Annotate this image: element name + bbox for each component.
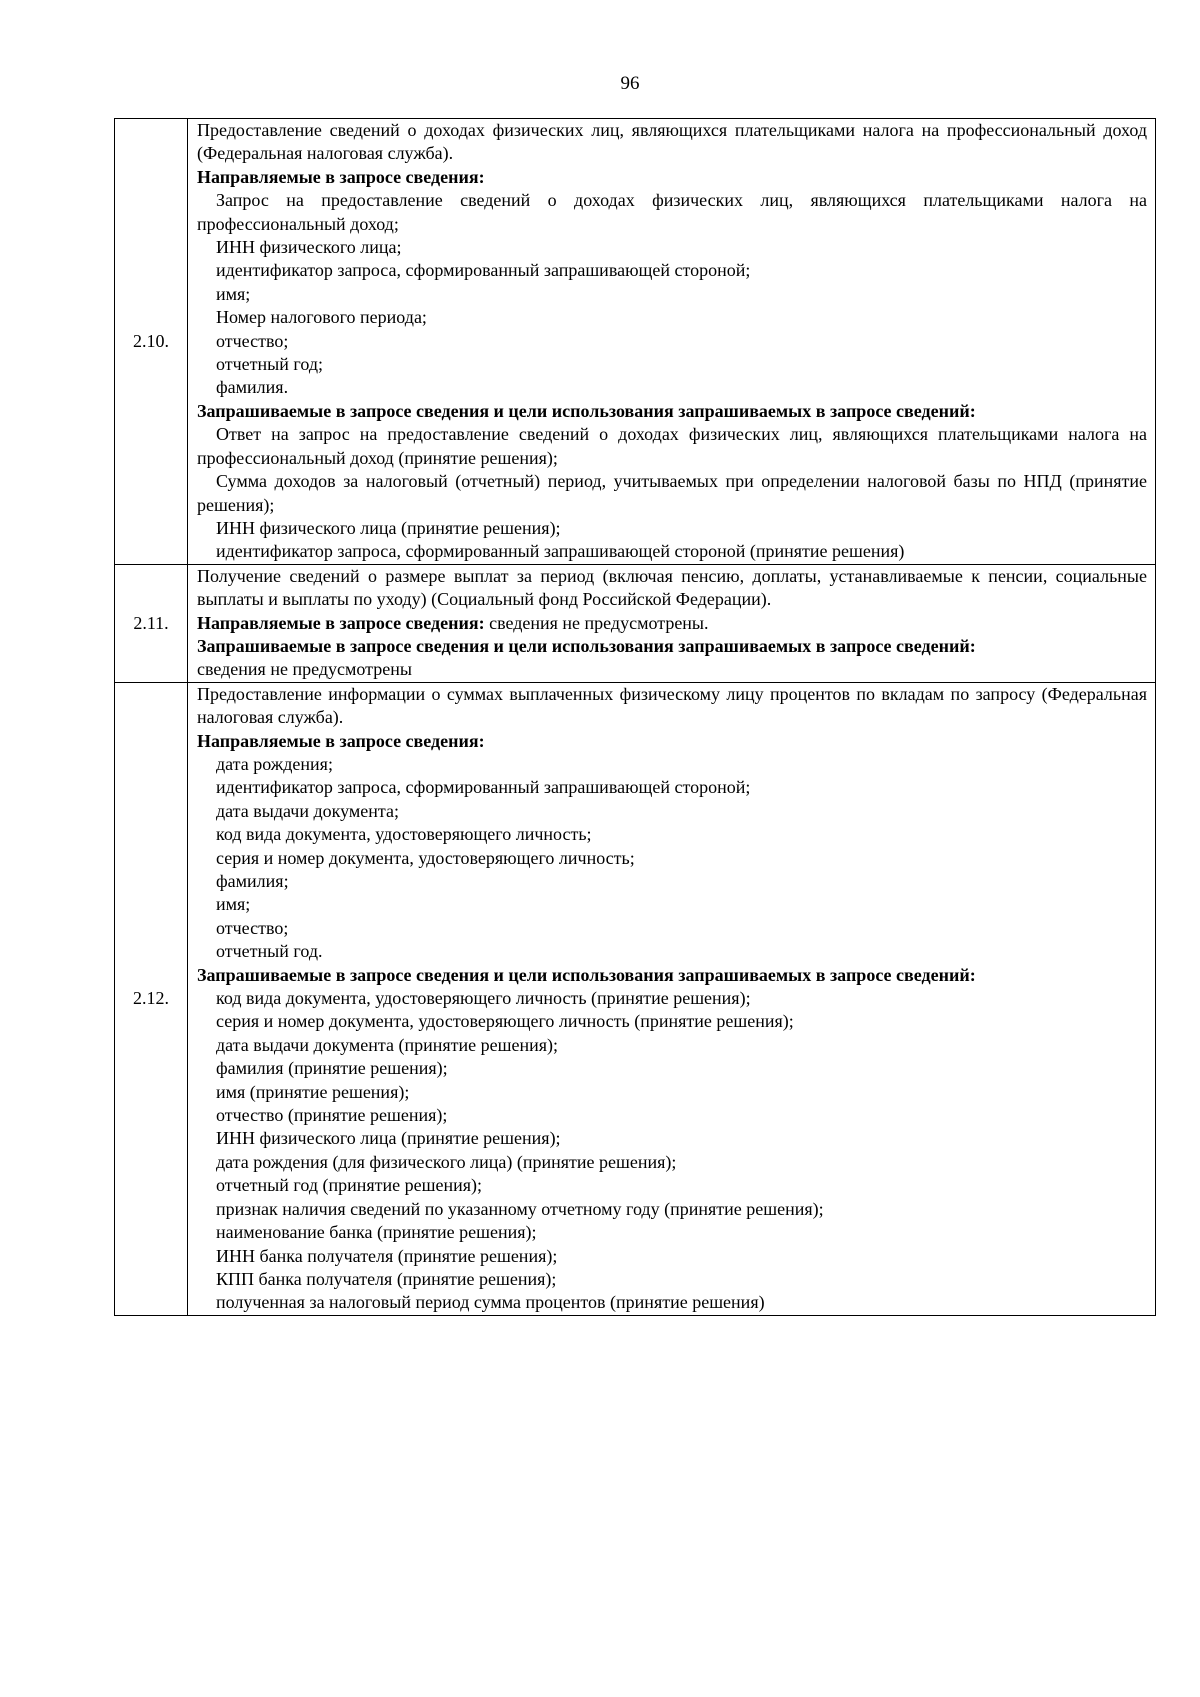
table-row [115, 564, 1156, 682]
services-table [114, 118, 1156, 1316]
row-content [188, 564, 1156, 682]
requested-item: ИНН физического лица (принятие решения); [216, 517, 561, 538]
row-number: 2.11. [115, 564, 188, 682]
page-number: 96 [620, 73, 640, 94]
sent-heading: Направляемые в запросе сведения: [197, 730, 485, 751]
sent-section [197, 612, 1147, 635]
service-title: Получение сведений о размере выплат за период (включая пенсию, доплаты, устанавливаемые к пенсии, социальные выплаты и выплаты по уходу) (Социальный фонд Российской Федерации). [197, 565, 1147, 610]
row-number: 2.12. [115, 682, 188, 1315]
requested-item: идентификатор запроса, сформированный запрашивающей стороной (принятие решения) [216, 541, 905, 562]
sent-item: идентификатор запроса, сформированный запрашивающей стороной; [216, 260, 751, 281]
service-title: Предоставление сведений о доходах физических лиц, являющихся плательщиками налога на профессиональный доход (Федеральная налоговая служба). [197, 120, 1147, 164]
sent-item: идентификатор запроса, сформированный запрашивающей стороной; [216, 777, 751, 798]
sent-item: отчетный год. [216, 941, 323, 962]
sent-item: фамилия; [216, 871, 289, 891]
requested-item: Сумма доходов за налоговый (отчетный) период, учитываемых при определении налоговой базы по НПД (принятие решения); [197, 471, 1147, 515]
sent-item: Запрос на предоставление сведений о доходах физических лиц, являющихся плательщиками налога на профессиональный доход; [197, 190, 1147, 234]
service-title: Предоставление информации о суммах выплаченных физическому лицу процентов по вкладам по запросу (Федеральная налоговая служба). [197, 683, 1147, 728]
sent-item: отчетный год; [216, 354, 323, 375]
sent-section [197, 166, 1147, 189]
sent-item: серия и номер документа, удостоверяющего личность; [216, 847, 635, 868]
requested-item: ИНН физического лица (принятие решения); [216, 1128, 561, 1149]
requested-item: наименование банка (принятие решения); [216, 1222, 537, 1243]
sent-item: код вида документа, удостоверяющего личность; [216, 824, 592, 845]
requested-heading: Запрашиваемые в запросе сведения и цели использования запрашиваемых в запросе сведений: [197, 964, 976, 985]
row-content [188, 119, 1156, 565]
sent-inline-text: сведения не предусмотрены. [484, 612, 709, 633]
requested-item: ИНН банка получателя (принятие решения); [216, 1245, 558, 1266]
requested-heading: Запрашиваемые в запросе сведения и цели использования запрашиваемых в запросе сведений: [197, 400, 976, 421]
requested-item: код вида документа, удостоверяющего личность (принятие решения); [216, 988, 751, 1009]
table-row [115, 682, 1156, 1315]
row-content [188, 682, 1156, 1315]
services-table-body [115, 119, 1156, 1316]
sent-item: фамилия. [216, 377, 289, 398]
requested-item: полученная за налоговый период сумма процентов (принятие решения) [216, 1292, 765, 1313]
requested-item: фамилия (принятие решения); [216, 1058, 448, 1079]
sent-item: отчество; [216, 330, 289, 351]
requested-item: дата рождения (для физического лица) (принятие решения); [216, 1151, 677, 1172]
table-row [115, 119, 1156, 565]
requested-item: имя (принятие решения); [216, 1081, 410, 1102]
sent-item: имя; [216, 894, 251, 915]
sent-item: ИНН физического лица; [216, 237, 402, 258]
sent-section [197, 730, 1147, 753]
requested-heading: Запрашиваемые в запросе сведения и цели использования запрашиваемых в запросе сведений: [197, 635, 976, 656]
sent-item: отчество; [216, 917, 289, 938]
sent-heading: Направляемые в запросе сведения: [197, 166, 485, 187]
sent-item: имя; [216, 283, 251, 304]
requested-item: КПП банка получателя (принятие решения); [216, 1268, 557, 1289]
requested-item: отчетный год (принятие решения); [216, 1175, 483, 1196]
requested-item: отчество (принятие решения); [216, 1105, 448, 1126]
sent-item: Номер налогового периода; [216, 307, 427, 328]
sent-heading: Направляемые в запросе сведения: [197, 612, 485, 633]
sent-item: дата выдачи документа; [216, 800, 399, 821]
requested-item: дата выдачи документа (принятие решения); [216, 1034, 558, 1055]
requested-item: Ответ на запрос на предоставление сведений о доходах физических лиц, являющихся плательщиками налога на профессиональный доход (принятие решения); [197, 424, 1147, 468]
requested-item: признак наличия сведений по указанному отчетному году (принятие решения); [216, 1198, 824, 1219]
row-number: 2.10. [115, 119, 188, 565]
requested-item: серия и номер документа, удостоверяющего личность (принятие решения); [216, 1011, 794, 1032]
requested-inline-text: сведения не предусмотрены [197, 659, 412, 680]
sent-item: дата рождения; [216, 753, 333, 774]
